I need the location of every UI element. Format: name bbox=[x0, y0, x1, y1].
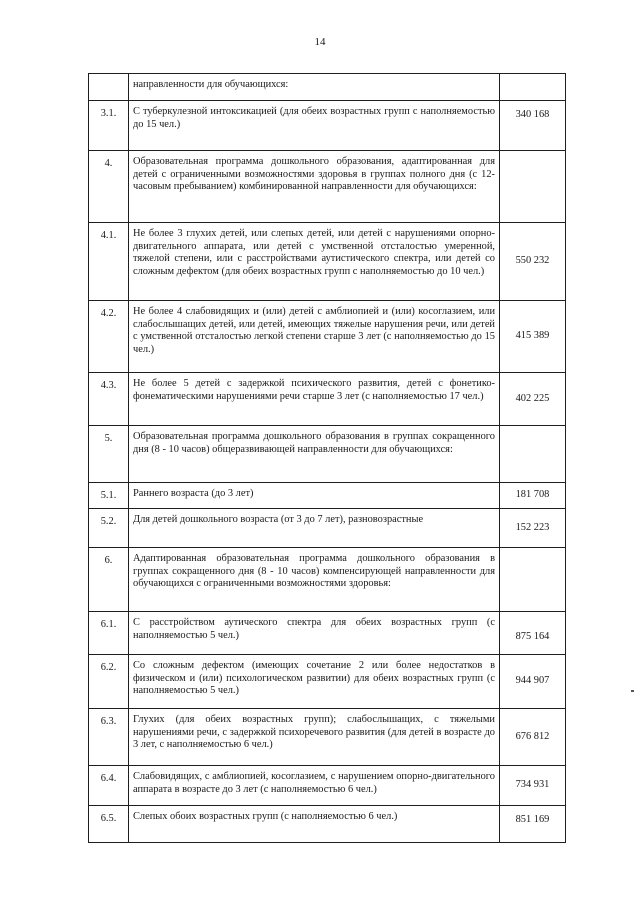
row-number: 4.3. bbox=[89, 373, 129, 426]
row-value: 851 169 bbox=[500, 806, 566, 843]
row-value: 152 223 bbox=[500, 509, 566, 548]
row-number: 6.1. bbox=[89, 612, 129, 655]
table-row bbox=[89, 151, 566, 223]
row-value bbox=[500, 74, 566, 101]
row-number: 6. bbox=[89, 548, 129, 612]
row-value: 944 907 bbox=[500, 655, 566, 709]
row-description: Раннего возраста (до 3 лет) bbox=[129, 483, 500, 509]
row-value: 181 708 bbox=[500, 483, 566, 509]
row-value: 340 168 bbox=[500, 101, 566, 151]
table-row bbox=[89, 548, 566, 612]
row-value: 734 931 bbox=[500, 766, 566, 806]
row-value bbox=[500, 548, 566, 612]
row-number: 6.3. bbox=[89, 709, 129, 766]
row-description: Не более 5 детей с задержкой психического развития, детей с фонетико-фонематическими нарушениями речи старше 3 лет (с наполняемостью 17 чел.) bbox=[129, 373, 500, 426]
row-description: Глухих (для обеих возрастных групп); слабослышащих, с тяжелыми нарушениями речи, с задержкой психоречевого развития (для детей в возрасте до 3 лет, с наполняемостью 6 чел.) bbox=[129, 709, 500, 766]
row-number: 5.1. bbox=[89, 483, 129, 509]
row-value bbox=[500, 151, 566, 223]
table-row bbox=[89, 766, 566, 806]
table-row bbox=[89, 373, 566, 426]
table-row bbox=[89, 709, 566, 766]
row-description: Слабовидящих, с амблиопией, косоглазием, с нарушением опорно-двигательного аппарата в возрасте до 3 лет (с наполняемостью 6 чел.) bbox=[129, 766, 500, 806]
table-row bbox=[89, 806, 566, 843]
row-number: 4.1. bbox=[89, 223, 129, 301]
row-value: 875 164 bbox=[500, 612, 566, 655]
row-number: 5.2. bbox=[89, 509, 129, 548]
table-row bbox=[89, 612, 566, 655]
page-number: 14 bbox=[314, 36, 326, 48]
scan-mark bbox=[631, 690, 634, 692]
rates-table bbox=[88, 73, 566, 843]
row-description: Образовательная программа дошкольного образования в группах сокращенного дня (8 - 10 часов) общеразвивающей направленности для обучающихся: bbox=[129, 426, 500, 483]
row-number: 5. bbox=[89, 426, 129, 483]
row-number: 4. bbox=[89, 151, 129, 223]
row-value: 550 232 bbox=[500, 223, 566, 301]
row-number: 3.1. bbox=[89, 101, 129, 151]
row-description: Адаптированная образовательная программа дошкольного образования в группах сокращенного дня (8 - 10 часов) компенсирующей направленности для обучающихся с ограниченными возможностями здоровья: bbox=[129, 548, 500, 612]
row-value: 676 812 bbox=[500, 709, 566, 766]
row-number: 4.2. bbox=[89, 301, 129, 373]
row-description: направленности для обучающихся: bbox=[129, 74, 500, 101]
table-row bbox=[89, 655, 566, 709]
row-description: С расстройством аутического спектра для обеих возрастных групп (с наполняемостью 5 чел.) bbox=[129, 612, 500, 655]
row-value bbox=[500, 426, 566, 483]
row-number: 6.4. bbox=[89, 766, 129, 806]
row-description: Со сложным дефектом (имеющих сочетание 2 или более недостатков в физическом и (или) психологическом развитии) для обеих возрастных групп (с наполняемостью 5 чел.) bbox=[129, 655, 500, 709]
row-description: Не более 3 глухих детей, или слепых детей, или детей с нарушениями опорно-двигательного аппарата, или детей с умственной отсталостью умеренной, тяжелой степени, или с расстройствами аутистического спектра, или детей со сложным дефектом (для обеих возрастных групп с наполняемостью до 10 чел.) bbox=[129, 223, 500, 301]
row-description: Слепых обоих возрастных групп (с наполняемостью 6 чел.) bbox=[129, 806, 500, 843]
table-row bbox=[89, 509, 566, 548]
row-description: Образовательная программа дошкольного образования, адаптированная для детей с ограниченными возможностями здоровья в группах полного дня (с 12-часовым пребыванием) комбинированной направленности для обучающихся: bbox=[129, 151, 500, 223]
table-row bbox=[89, 483, 566, 509]
table-row bbox=[89, 426, 566, 483]
row-number bbox=[89, 74, 129, 101]
table-row bbox=[89, 101, 566, 151]
row-description: Не более 4 слабовидящих и (или) детей с амблиопией и (или) косоглазием, или слабослышащих детей, или детей, имеющих тяжелые нарушения речи, или детей с умственной отсталостью легкой степени старше 3 лет (с наполняемостью до 15 чел.) bbox=[129, 301, 500, 373]
row-description: С туберкулезной интоксикацией (для обеих возрастных групп с наполняемостью до 15 чел.) bbox=[129, 101, 500, 151]
row-value: 402 225 bbox=[500, 373, 566, 426]
row-description: Для детей дошкольного возраста (от 3 до 7 лет), разновозрастные bbox=[129, 509, 500, 548]
row-number: 6.2. bbox=[89, 655, 129, 709]
table-row bbox=[89, 301, 566, 373]
table-row bbox=[89, 223, 566, 301]
table-row bbox=[89, 74, 566, 101]
row-value: 415 389 bbox=[500, 301, 566, 373]
row-number: 6.5. bbox=[89, 806, 129, 843]
